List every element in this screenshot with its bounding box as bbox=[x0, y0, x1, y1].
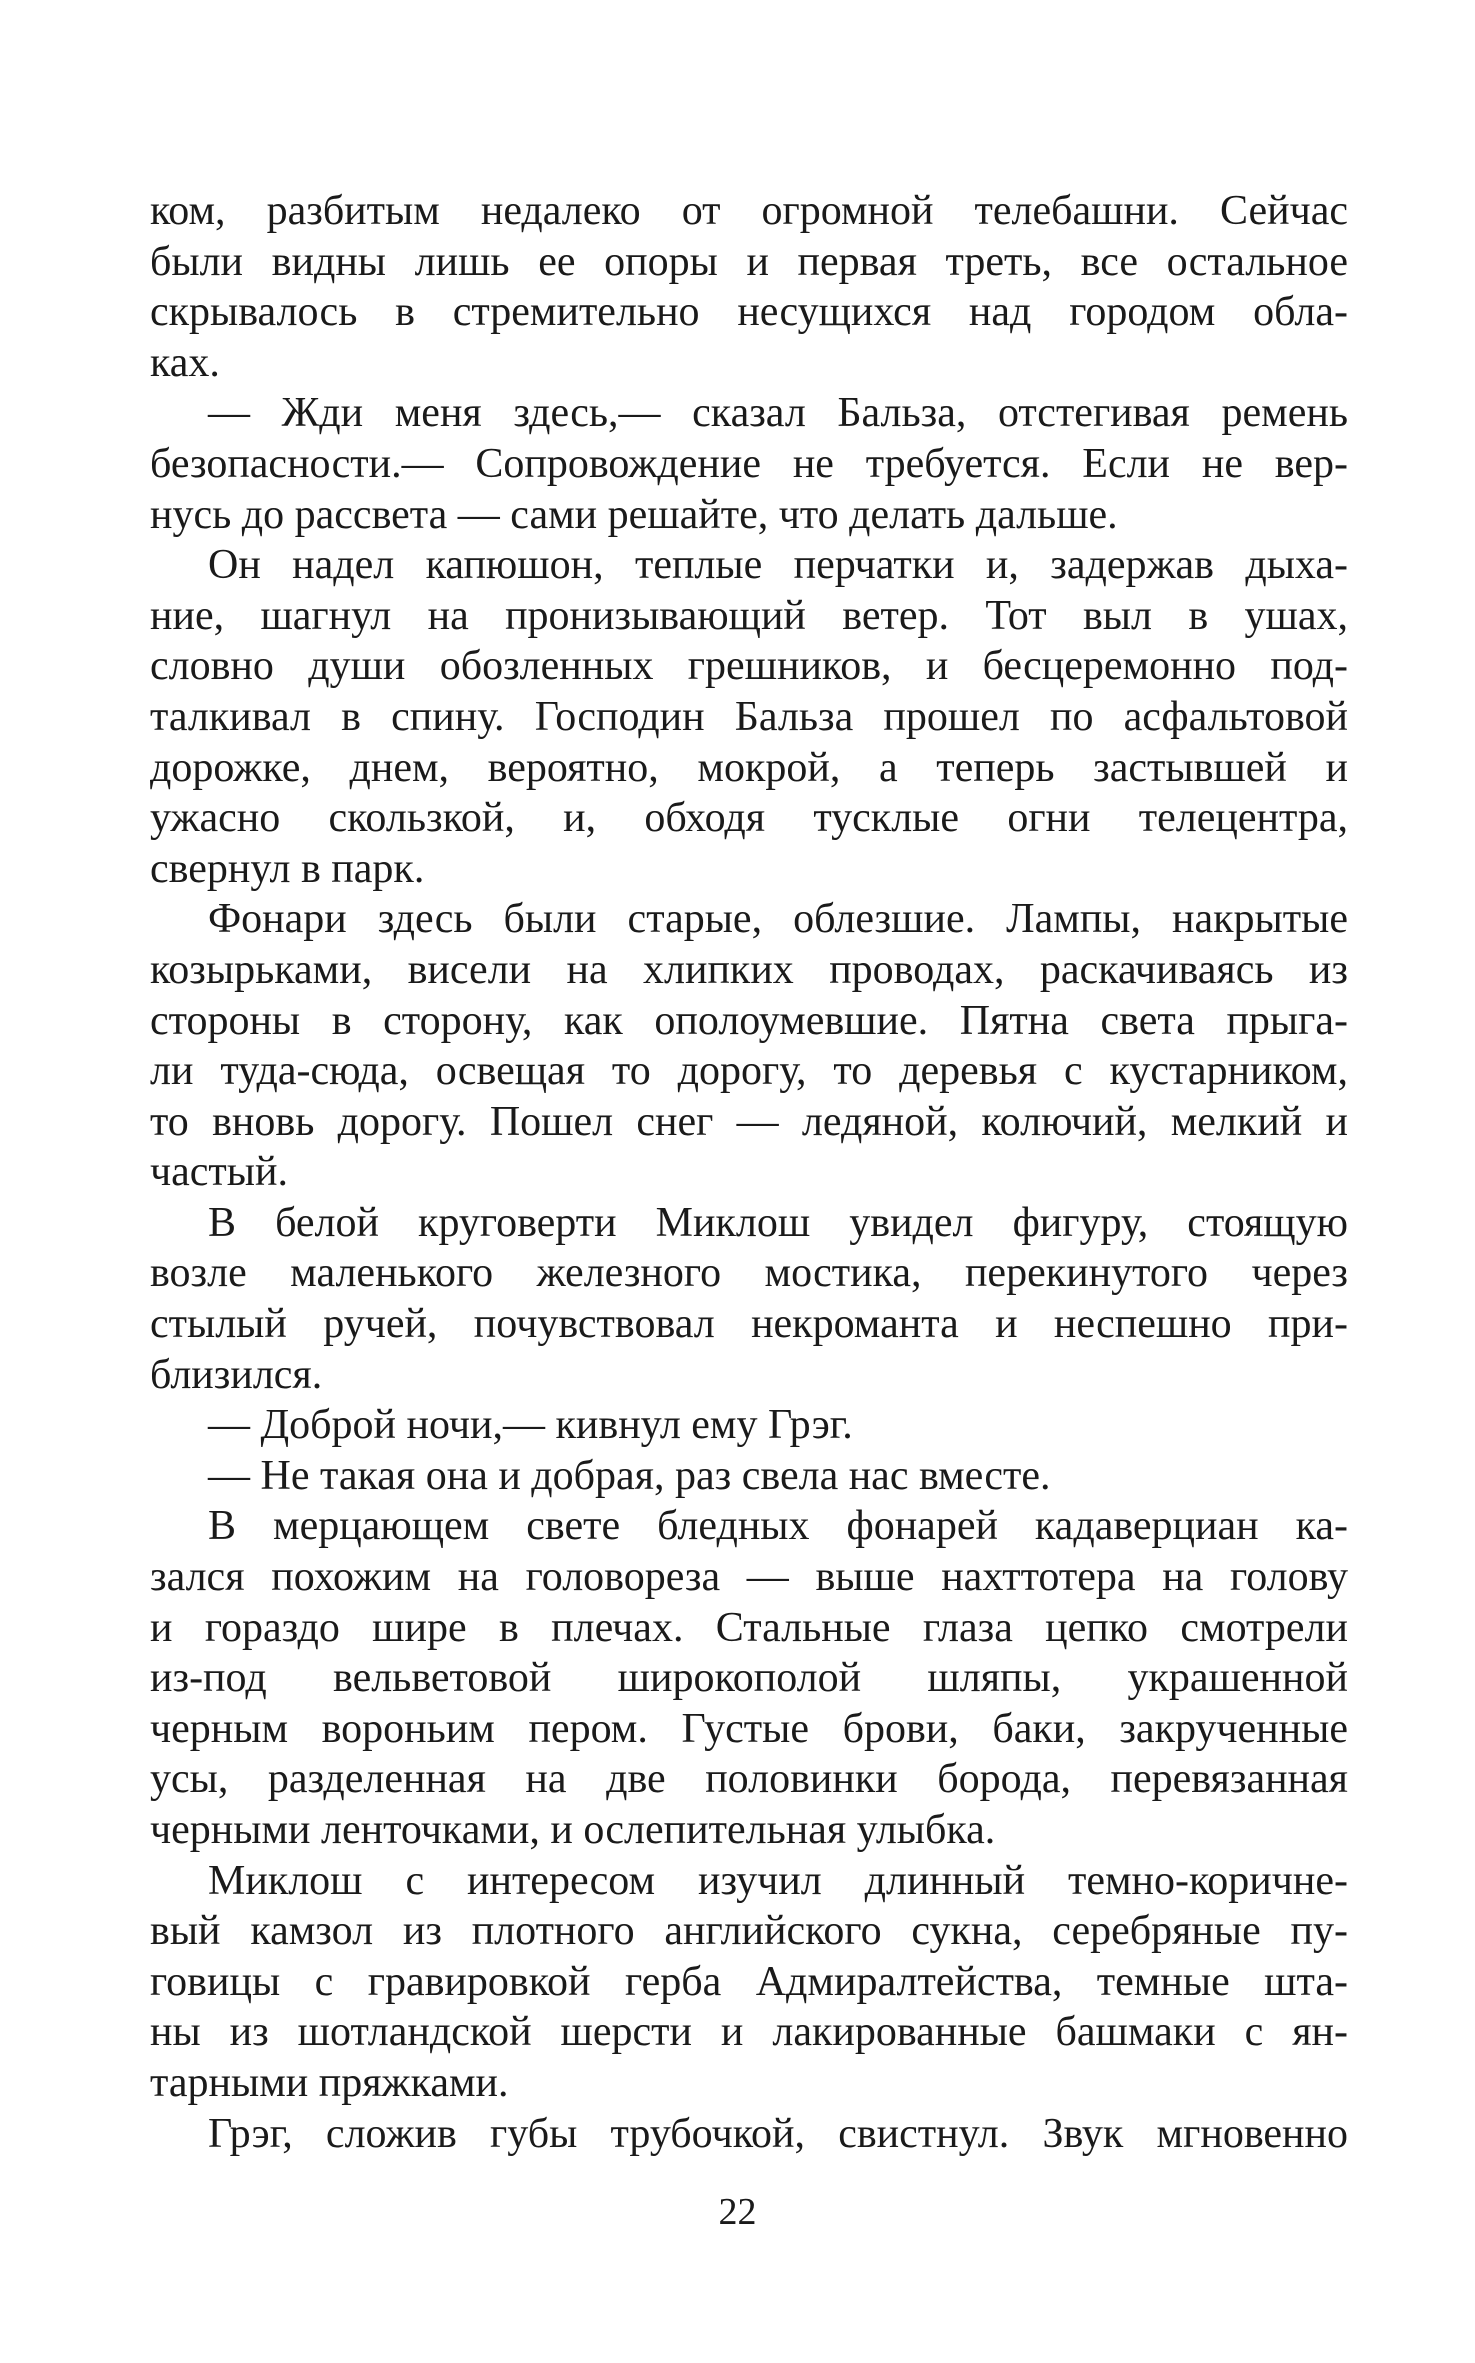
text-line: Он надел капюшон, теплые перчатки и, задержав дыха- bbox=[208, 542, 1348, 589]
text-line: ужасно скользкой, и, обходя тусклые огни телецентра, bbox=[150, 795, 1348, 842]
text-line: словно души обозленных грешников, и бесцеремонно под- bbox=[150, 643, 1348, 690]
text-line: В мерцающем свете бледных фонарей кадаверциан ка- bbox=[208, 1503, 1348, 1550]
text-line: ках. bbox=[150, 339, 220, 386]
text-line: нусь до рассвета — сами решайте, что делать дальше. bbox=[150, 491, 1118, 538]
text-line: вый камзол из плотного английского сукна, серебряные пу- bbox=[150, 1908, 1348, 1955]
text-line: зался похожим на головореза — выше нахттотера на голову bbox=[150, 1554, 1348, 1601]
text-line: возле маленького железного мостика, перекинутого через bbox=[150, 1250, 1348, 1297]
text-line: свернул в парк. bbox=[150, 845, 425, 892]
text-line: козырьками, висели на хлипких проводах, раскачиваясь из bbox=[150, 946, 1348, 993]
text-line: Миклош с интересом изучил длинный темно-коричне- bbox=[208, 1857, 1348, 1904]
text-line: талкивал в спину. Господин Бальза прошел по асфальтовой bbox=[150, 693, 1348, 740]
text-line: — Не такая она и добрая, раз свела нас вместе. bbox=[208, 1452, 1051, 1499]
text-line: черным вороньим пером. Густые брови, баки, закрученные bbox=[150, 1705, 1348, 1752]
page-number: 22 bbox=[718, 2191, 757, 2233]
text-line: и гораздо шире в плечах. Стальные глаза цепко смотрели bbox=[150, 1604, 1348, 1651]
text-line: ние, шагнул на пронизывающий ветер. Тот выл в ушах, bbox=[150, 592, 1348, 639]
text-line: частый. bbox=[150, 1149, 288, 1196]
text-line: черными ленточками, и ослепительная улыбка. bbox=[150, 1807, 996, 1853]
text-line: были видны лишь ее опоры и первая треть, все остальное bbox=[150, 238, 1348, 285]
text-line: ком, разбитым недалеко от огромной телебашни. Сейчас bbox=[150, 188, 1348, 234]
text-line: усы, разделенная на две половинки борода, перевязанная bbox=[150, 1756, 1348, 1803]
text-line: ны из шотландской шерсти и лакированные башмаки с ян- bbox=[150, 2009, 1348, 2056]
text-line: стороны в сторону, как ополоумевшие. Пятна света прыга- bbox=[150, 997, 1348, 1044]
text-line: Грэг, сложив губы трубочкой, свистнул. Звук мгновенно bbox=[208, 2110, 1348, 2157]
text-line: — Жди меня здесь,— сказал Бальза, отстегивая ремень bbox=[208, 390, 1348, 437]
text-line: дорожке, днем, вероятно, мокрой, а теперь застывшей и bbox=[150, 744, 1348, 791]
text-line: ли туда-сюда, освещая то дорогу, то деревья с кустарником, bbox=[150, 1048, 1348, 1095]
text-line: Фонари здесь были старые, облезшие. Лампы, накрытые bbox=[208, 896, 1348, 943]
body-text bbox=[150, 186, 1348, 2159]
text-line: — Доброй ночи,— кивнул ему Грэг. bbox=[208, 1402, 853, 1449]
text-line: стылый ручей, почувствовал некроманта и неспешно при- bbox=[150, 1301, 1348, 1348]
text-line: безопасности.— Сопровождение не требуется. Если не вер- bbox=[150, 440, 1348, 487]
text-line: скрывалось в стремительно несущихся над городом обла- bbox=[150, 289, 1348, 336]
text-line: из-под вельветовой широкополой шляпы, украшенной bbox=[150, 1655, 1348, 1702]
text-line: говицы с гравировкой герба Адмиралтейства, темные шта- bbox=[150, 1958, 1348, 2005]
text-line: В белой круговерти Миклош увидел фигуру, стоящую bbox=[208, 1199, 1348, 1246]
text-line: то вновь дорогу. Пошел снег — ледяной, колючий, мелкий и bbox=[150, 1098, 1348, 1145]
text-line: близился. bbox=[150, 1351, 323, 1398]
text-line: тарными пряжками. bbox=[150, 2059, 509, 2106]
